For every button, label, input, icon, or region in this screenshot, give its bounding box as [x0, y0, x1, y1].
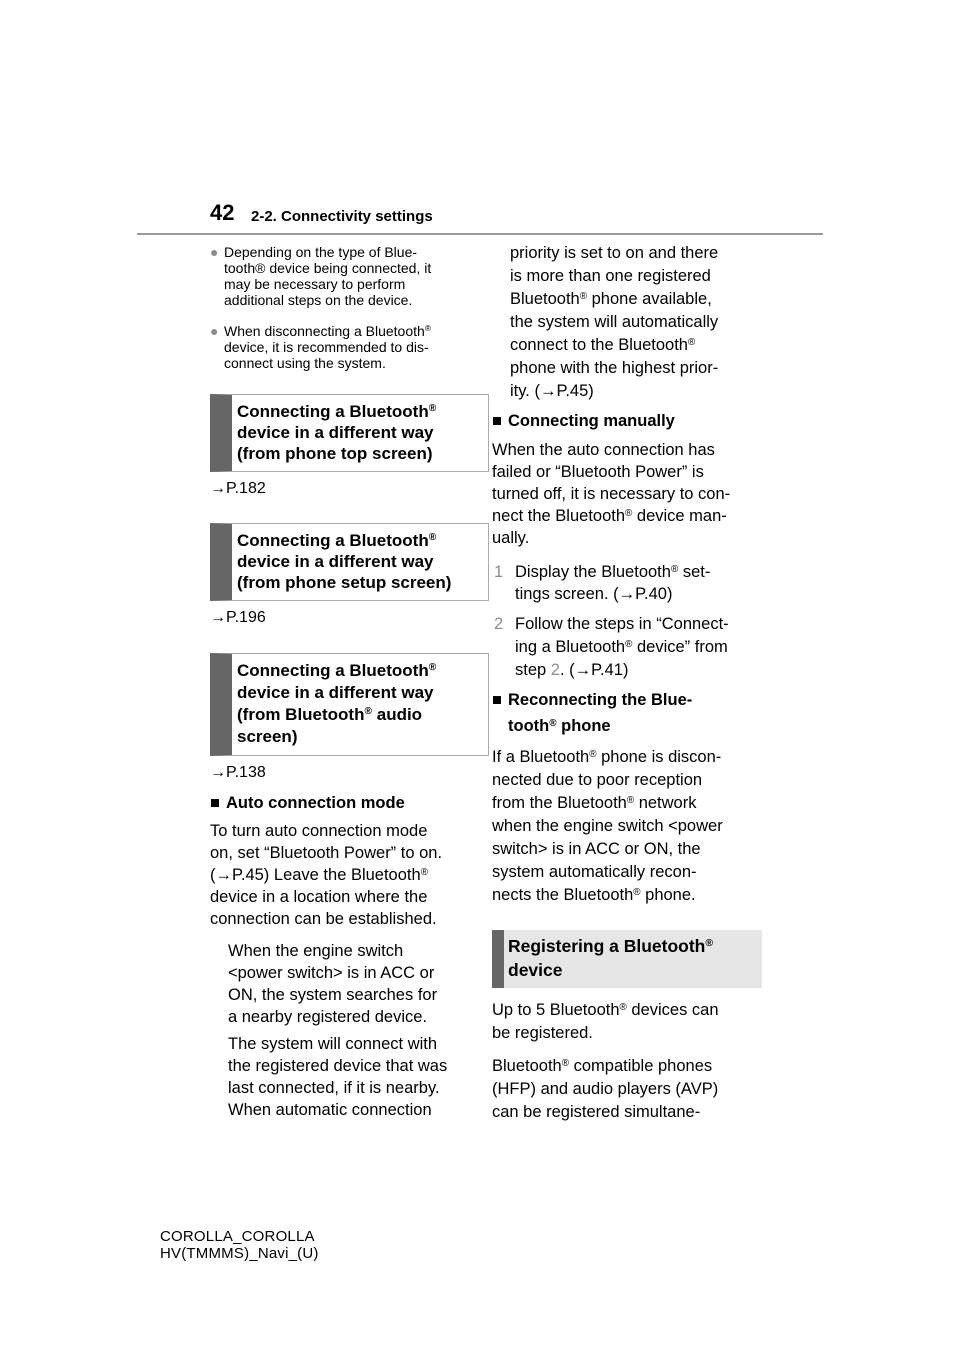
auto-connection-bullet-1: When the engine switch <power switch> is in ACC or ON, the system searches for a nearby registered device.	[228, 942, 438, 1026]
auto-connection-bullet-2: The system will connect with the registered device that was last connected, if it is nearby. When automatic connection	[228, 1035, 448, 1119]
heading-box-phone-setup-screen: Connecting a Bluetooth® device in a different way (from phone setup screen)	[210, 523, 489, 601]
auto-connection-paragraph: To turn auto connection mode on, set “Bluetooth Power” to on. (→P.45) Leave the Bluetooth® device in a location where the connection can be established.	[210, 822, 443, 928]
heading-box-bluetooth-audio-screen: Connecting a Bluetooth® device in a different way (from Bluetooth® audio screen)	[210, 653, 489, 756]
reconnecting-heading: ■ Reconnecting the Blue- tooth® phone	[492, 687, 692, 739]
square-bullet-icon: ■	[492, 691, 502, 709]
step-1: 1 Display the Bluetooth® set- tings screen. (→P.40)	[494, 563, 711, 603]
page-ref-link[interactable]: →P.182	[210, 480, 266, 497]
bullet-2-continuation: priority is set to on and there is more than one registered Bluetooth® phone available, the system will automatically connect to the Bluetooth® phone with the highest prior- ity. (→P.45)	[510, 244, 719, 400]
step-number: 2	[494, 615, 504, 633]
bullet-circle-icon: ●	[210, 244, 219, 260]
arrow-right-icon: →	[210, 609, 226, 626]
header-rule	[137, 233, 823, 235]
square-bullet-icon: ■	[210, 794, 220, 812]
step-number: 1	[494, 563, 504, 581]
page-ref-link[interactable]: →P.138	[210, 764, 266, 781]
page-ref-link[interactable]: →P.196	[210, 609, 266, 626]
note-1: ● Depending on the type of Blue- tooth® device being connected, it may be necessary to perform additional steps on the device.	[210, 244, 432, 308]
connecting-manually-heading: ■ Connecting manually	[492, 412, 675, 430]
reconnecting-paragraph: If a Bluetooth® phone is discon- nected due to poor reception from the Bluetooth® network when the engine switch <power switch> is in ACC or ON, the system automatically recon- nects the Bluetooth® phone.	[492, 748, 723, 904]
connecting-manually-paragraph: When the auto connection has failed or “Bluetooth Power” is turned off, it is necessary to con- nect the Bluetooth® device man- ually.	[492, 441, 731, 547]
square-bullet-icon: ■	[492, 412, 502, 430]
registering-heading-box: Registering a Bluetooth® device	[492, 930, 762, 988]
arrow-right-icon: →	[210, 764, 226, 781]
heading-box-phone-top-screen: Connecting a Bluetooth® device in a different way (from phone top screen)	[210, 394, 489, 472]
auto-connection-heading: ■ Auto connection mode	[210, 794, 405, 812]
page-number: 42	[210, 200, 235, 225]
note-2: ● When disconnecting a Bluetooth® device, it is recommended to dis- connect using the system.	[210, 323, 431, 371]
section-title: 2-2. Connectivity settings	[251, 208, 433, 225]
step-2: 2 Follow the steps in “Connect- ing a Bluetooth® device” from step 2. (→P.41)	[494, 615, 729, 679]
registering-paragraph: Up to 5 Bluetooth® devices can be registered. Bluetooth® compatible phones (HFP) and audio players (AVP) can be registered simultane-	[492, 1001, 719, 1121]
bullet-circle-icon: ●	[210, 323, 219, 339]
footer-model-code: COROLLA_COROLLA HV(TMMMS)_Navi_(U)	[160, 1228, 319, 1262]
arrow-right-icon: →	[210, 480, 226, 497]
